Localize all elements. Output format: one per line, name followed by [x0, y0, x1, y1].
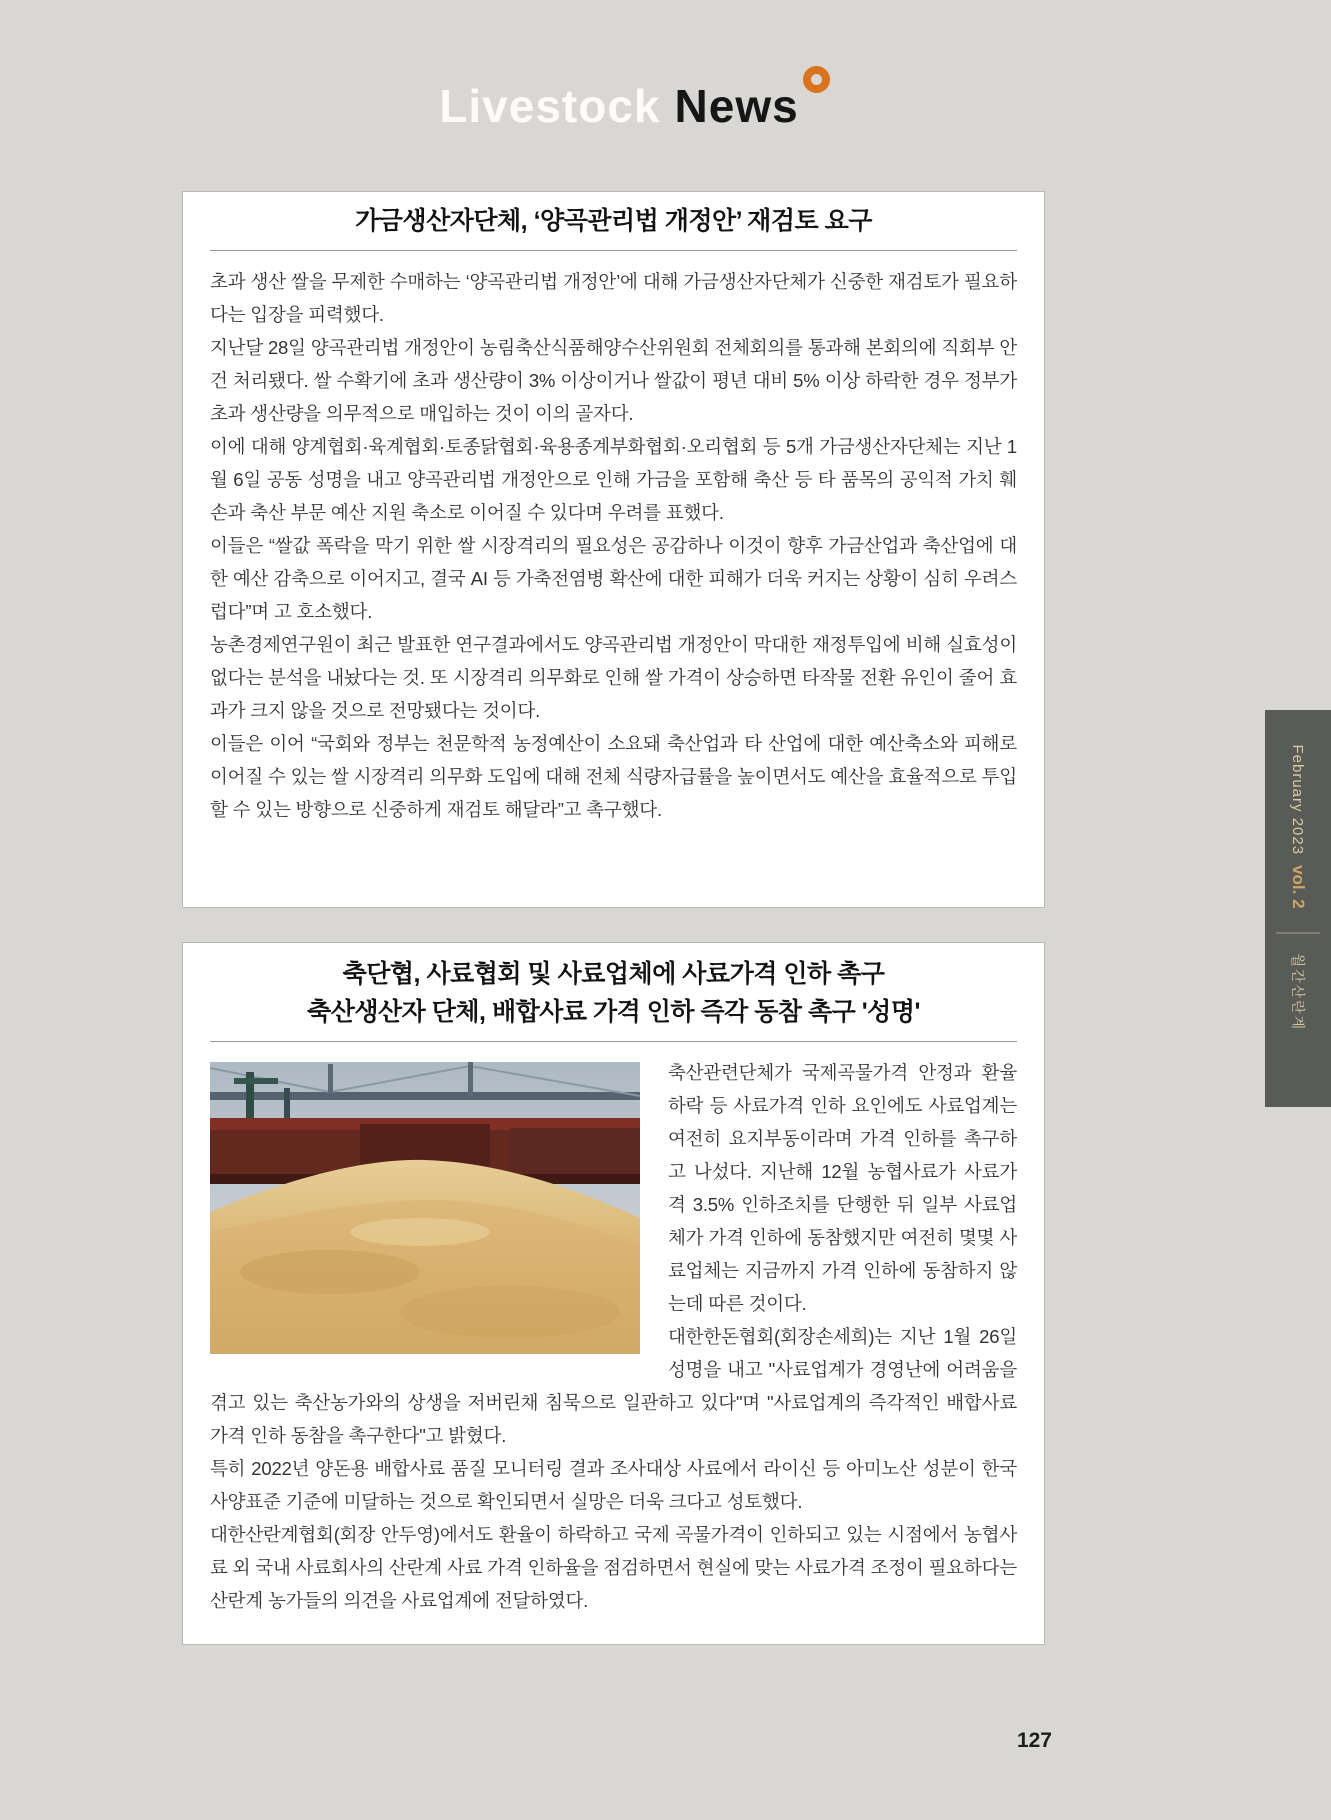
title-divider	[210, 1041, 1017, 1042]
tab-divider	[1276, 932, 1320, 933]
paragraph: 이들은 이어 “국회와 정부는 천문학적 농정예산이 소요돼 축산업과 타 산업에 대한 예산축소와 피해로 이어질 수 있는 쌀 시장격리 의무화 도입에 대해 전체 식량자급률을 높이면서도 예산을 효율적으로 투입할 수 있는 방향으로 신중하게 재검토 해달라”고 촉구했다.	[210, 733, 1017, 820]
magazine-logo	[0, 80, 1265, 132]
article2-body	[210, 1056, 1017, 1617]
paragraph: 이들은 “쌀값 폭락을 막기 위한 쌀 시장격리의 필요성은 공감하나 이것이 향후 가금산업과 축산업에 대한 예산 감축으로 이어지고, 결국 AI 등 가축전염병 확산에 대한 피해가 더욱 커지는 상황이 심히 우려스럽다”며 고 호소했다.	[210, 535, 1017, 622]
paragraph: 이에 대해 양계협회·육계협회·토종닭협회·육용종계부화협회·오리협회 등 5개 가금생산자단체는 지난 1월 6일 공동 성명을 내고 양곡관리법 개정안으로 인해 가금을 포함해 축산 등 타 품목의 공익적 가치 훼손과 축산 부문 예산 지원 축소로 이어질 수 있다며 우려를 표했다.	[210, 436, 1017, 523]
logo-dot-icon	[803, 66, 830, 93]
paragraph: 초과 생산 쌀을 무제한 수매하는 ‘양곡관리법 개정안’에 대해 가금생산자단체가 신중한 재검토가 필요하다는 입장을 피력했다.	[210, 271, 1017, 325]
article2-title-line2: 축산생산자 단체, 배합사료 가격 인하 즉각 동참 촉구 '성명'	[307, 998, 920, 1026]
issue-date-label: February 2023	[1289, 744, 1307, 855]
issue-tab-content	[1265, 710, 1331, 1107]
magazine-name-label: 월간산란계	[1290, 953, 1306, 1031]
paragraph: 축산관련단체가 국제곡물가격 안정과 환율 하락 등 사료가격 인하 요인에도 사료업계는 여전히 요지부동이라며 가격 인하를 촉구하고 나섰다. 지난해 12월 농협사료가 사료가격 3.5% 인하조치를 단행한 뒤 일부 사료업체가 가격 인하에 동참했지만 여전히 몇몇 사료업체는 지금까지 가격 인하에 동참하지 않는데 따른 것이다.	[668, 1062, 1017, 1314]
issue-volume-label: vol. 2	[1289, 864, 1308, 909]
article-rice-act	[182, 191, 1045, 908]
issue-side-tab	[1265, 710, 1331, 1107]
page-number: 127	[1016, 1729, 1052, 1752]
paragraph: 특히 2022년 양돈용 배합사료 품질 모니터링 결과 조사대상 사료에서 라이신 등 아미노산 성분이 한국사양표준 기준에 미달하는 것으로 확인되면서 실망은 더욱 크다고 성토했다.	[210, 1458, 1017, 1512]
grain-cargo-photo	[210, 1062, 640, 1354]
logo-word-news: News	[674, 80, 799, 132]
logo-word-livestock: Livestock	[439, 80, 661, 132]
article2-title-line1: 축단협, 사료협회 및 사료업체에 사료가격 인하 촉구	[342, 960, 885, 988]
paragraph: 대한한돈협회(회장손세희)는 지난 1월 26일 성명을 내고 "사료업계가 경영난에 어려움을 겪고 있는 축산농가와의 상생을 저버린채 침묵으로 일관하고 있다"며 "사료업계의 즉각적인 배합사료 가격 인하 동참을 촉구한다"고 밝혔다.	[210, 1326, 1017, 1446]
paragraph: 지난달 28일 양곡관리법 개정안이 농림축산식품해양수산위원회 전체회의를 통과해 본회의에 직회부 안건 처리됐다. 쌀 수확기에 초과 생산량이 3% 이상이거나 쌀값이 평년 대비 5% 이상 하락한 경우 정부가 초과 생산량을 의무적으로 매입하는 것이 이의 골자다.	[210, 337, 1017, 424]
title-divider	[210, 250, 1017, 251]
article-feed-price	[182, 942, 1045, 1645]
paragraph: 농촌경제연구원이 최근 발표한 연구결과에서도 양곡관리법 개정안이 막대한 재정투입에 비해 실효성이 없다는 분석을 내놨다는 것. 또 시장격리 의무화로 인해 쌀 가격이 상승하면 타작물 전환 유인이 줄어 효과가 크지 않을 것으로 전망됐다는 것이다.	[210, 634, 1017, 721]
paragraph: 대한산란계협회(회장 안두영)에서도 환율이 하락하고 국제 곡물가격이 인하되고 있는 시점에서 농협사료 외 국내 사료회사의 산란계 사료 가격 인하율을 점검하면서 현실에 맞는 사료가격 조정이 필요하다는 산란계 농가들의 의견을 사료업계에 전달하였다.	[210, 1524, 1017, 1611]
article1-title: 가금생산자단체, ‘양곡관리법 개정안’ 재검토 요구	[355, 207, 872, 235]
article1-body	[210, 265, 1017, 826]
